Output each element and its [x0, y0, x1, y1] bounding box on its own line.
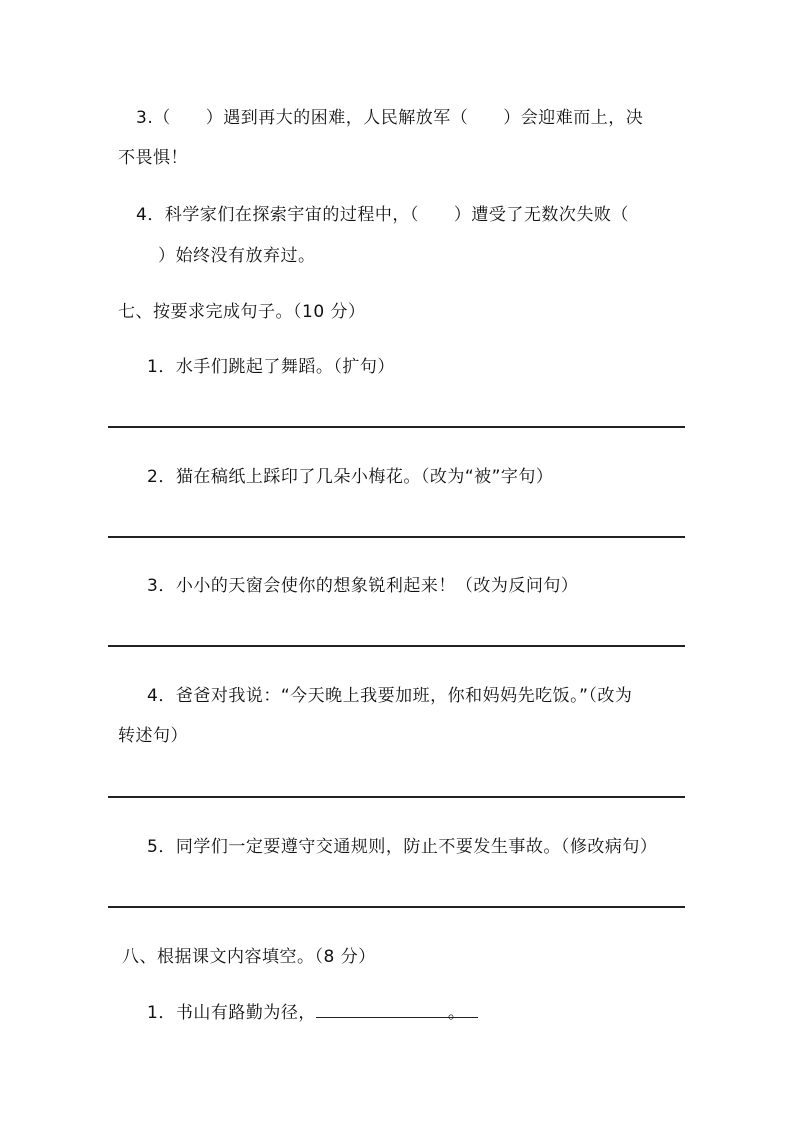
answer-line-7-1[interactable] [108, 426, 685, 428]
answer-line-7-2[interactable] [108, 536, 685, 538]
fill-blank-8-1[interactable] [316, 1001, 448, 1018]
question-7-5: 5．同学们一定要遵守交通规则，防止不要发生事故。（修改病句） [147, 837, 658, 857]
question-6-3-line1: 3.（ ）遇到再大的困难，人民解放军（ ）会迎难而上，决 [136, 108, 644, 128]
question-8-1-end [447, 1001, 478, 1023]
section-8-heading: 八、根据课文内容填空。（8 分） [122, 947, 376, 967]
question-6-4-line2: ）始终没有放弃过。 [158, 246, 316, 266]
answer-line-7-4[interactable] [108, 796, 685, 798]
question-7-2: 2．猫在稿纸上踩印了几朵小梅花。（改为“被”字句） [147, 467, 554, 487]
section-7-heading: 七、按要求完成句子。（10 分） [118, 302, 366, 322]
question-7-4-line2: 转述句） [118, 726, 188, 746]
question-6-4-line1: 4．科学家们在探索宇宙的过程中，（ ）遭受了无数次失败（ [136, 205, 629, 225]
question-8-1-prefix: 1．书山有路勤为径， [147, 1003, 316, 1023]
question-7-3: 3．小小的天窗会使你的想象锐利起来！（改为反问句） [147, 576, 579, 596]
question-8-1-suffix: 。 [447, 1003, 466, 1023]
question-7-4-line1: 4．爸爸对我说：“今天晚上我要加班，你和妈妈先吃饭。”（改为 [147, 686, 633, 706]
question-8-1 [147, 1001, 478, 1025]
answer-line-7-3[interactable] [108, 645, 685, 647]
question-6-3-line2: 不畏惧！ [118, 148, 188, 168]
question-7-1: 1．水手们跳起了舞蹈。（扩句） [147, 357, 395, 377]
answer-line-7-5[interactable] [108, 906, 685, 908]
